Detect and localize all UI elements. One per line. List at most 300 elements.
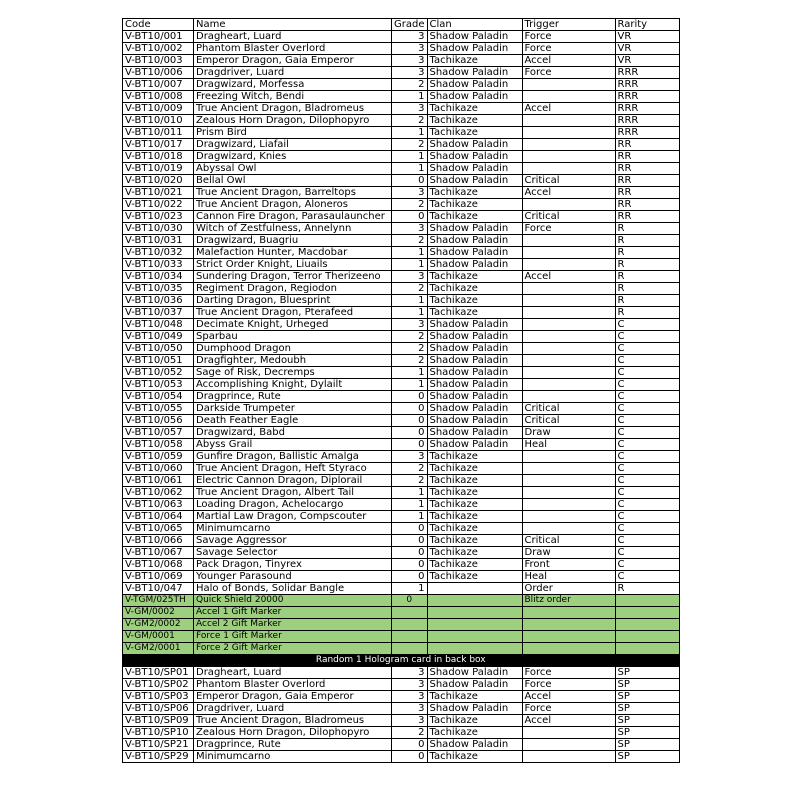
cell-trigger: Blitz order xyxy=(522,595,615,607)
cell-name: Dragdriver, Luard xyxy=(194,703,392,715)
cell-rarity: RR xyxy=(615,187,679,199)
table-row xyxy=(123,211,680,223)
cell-clan: Shadow Paladin xyxy=(427,739,522,751)
cell-code: V-BT10/049 xyxy=(123,331,194,343)
cell-code: V-BT10/069 xyxy=(123,571,194,583)
cell-rarity: C xyxy=(615,511,679,523)
cell-code: V-BT10/067 xyxy=(123,547,194,559)
cell-code: V-BT10/064 xyxy=(123,511,194,523)
table-row xyxy=(123,127,680,139)
cell-name: Sundering Dragon, Terror Therizeeno xyxy=(194,271,392,283)
cell-trigger: Accel xyxy=(522,187,615,199)
table-row xyxy=(123,319,680,331)
cell-clan: Shadow Paladin xyxy=(427,343,522,355)
table-row xyxy=(123,715,680,727)
table-row xyxy=(123,451,680,463)
cell-name: Dragwizard, Knies xyxy=(194,151,392,163)
table-row xyxy=(123,559,680,571)
cell-name: Emperor Dragon, Gaia Emperor xyxy=(194,691,392,703)
cell-clan: Shadow Paladin xyxy=(427,379,522,391)
cell-trigger: Critical xyxy=(522,211,615,223)
cell-trigger: Heal xyxy=(522,571,615,583)
cell-name: Zealous Horn Dragon, Dilophopyro xyxy=(194,727,392,739)
cell-clan: Tachikaze xyxy=(427,451,522,463)
cell-name: Dragprince, Rute xyxy=(194,391,392,403)
cell-name: Savage Selector xyxy=(194,547,392,559)
table-row xyxy=(123,487,680,499)
cell-trigger xyxy=(522,619,615,631)
cell-code: V-BT10/011 xyxy=(123,127,194,139)
cell-grade: 0 xyxy=(392,571,428,583)
cell-name: Sage of Risk, Decremps xyxy=(194,367,392,379)
cell-name: Savage Aggressor xyxy=(194,535,392,547)
cell-rarity: C xyxy=(615,571,679,583)
cell-grade: 1 xyxy=(392,307,428,319)
cell-trigger: Accel xyxy=(522,715,615,727)
cell-code: V-BT10/018 xyxy=(123,151,194,163)
cell-clan: Shadow Paladin xyxy=(427,319,522,331)
cell-name: Sparbau xyxy=(194,331,392,343)
cell-clan: Tachikaze xyxy=(427,127,522,139)
table-row xyxy=(123,235,680,247)
cell-clan: Tachikaze xyxy=(427,547,522,559)
cell-rarity: C xyxy=(615,427,679,439)
cell-rarity: R xyxy=(615,223,679,235)
cell-name: Strict Order Knight, Liuails xyxy=(194,259,392,271)
cell-code: V-BT10/006 xyxy=(123,67,194,79)
cell-trigger xyxy=(522,127,615,139)
cell-clan: Tachikaze xyxy=(427,499,522,511)
cell-name: Darkside Trumpeter xyxy=(194,403,392,415)
cell-trigger xyxy=(522,235,615,247)
cell-clan: Shadow Paladin xyxy=(427,355,522,367)
cell-clan: Tachikaze xyxy=(427,271,522,283)
cell-trigger: Critical xyxy=(522,175,615,187)
header-grade: Grade xyxy=(392,19,428,31)
cell-trigger: Force xyxy=(522,667,615,679)
cell-clan: Shadow Paladin xyxy=(427,439,522,451)
cell-clan: Shadow Paladin xyxy=(427,679,522,691)
cell-code: V-BT10/047 xyxy=(123,583,194,595)
cell-rarity: RR xyxy=(615,163,679,175)
cell-code: V-GM2/0002 xyxy=(123,619,194,631)
cell-trigger xyxy=(522,607,615,619)
cell-trigger: Front xyxy=(522,559,615,571)
cell-rarity: C xyxy=(615,331,679,343)
cell-trigger: Force xyxy=(522,67,615,79)
table-row xyxy=(123,643,680,655)
cell-name: Electric Cannon Dragon, Diplorail xyxy=(194,475,392,487)
cell-grade: 2 xyxy=(392,355,428,367)
cell-clan: Tachikaze xyxy=(427,535,522,547)
table-row xyxy=(123,427,680,439)
cell-grade: 1 xyxy=(392,499,428,511)
cell-clan: Tachikaze xyxy=(427,475,522,487)
cell-name: Death Feather Eagle xyxy=(194,415,392,427)
cell-trigger xyxy=(522,331,615,343)
cell-trigger: Accel xyxy=(522,103,615,115)
cell-code: V-BT10/053 xyxy=(123,379,194,391)
cell-name: Dragprince, Rute xyxy=(194,739,392,751)
table-row xyxy=(123,67,680,79)
cell-name: Dragwizard, Morfessa xyxy=(194,79,392,91)
cell-name: Accomplishing Knight, Dylailt xyxy=(194,379,392,391)
cell-name: Malefaction Hunter, Macdobar xyxy=(194,247,392,259)
cell-code: V-BT10/032 xyxy=(123,247,194,259)
header-row xyxy=(123,19,680,31)
table-row xyxy=(123,739,680,751)
cell-code: V-BT10/055 xyxy=(123,403,194,415)
cell-name: Phantom Blaster Overlord xyxy=(194,43,392,55)
cell-rarity: R xyxy=(615,235,679,247)
cell-rarity: RR xyxy=(615,139,679,151)
table-row xyxy=(123,307,680,319)
cell-clan: Shadow Paladin xyxy=(427,67,522,79)
cell-rarity: RRR xyxy=(615,91,679,103)
cell-name: Gunfire Dragon, Ballistic Amalga xyxy=(194,451,392,463)
cell-rarity xyxy=(615,643,679,655)
cell-trigger: Accel xyxy=(522,691,615,703)
cell-clan: Tachikaze xyxy=(427,523,522,535)
table-row xyxy=(123,151,680,163)
table-row xyxy=(123,547,680,559)
cell-rarity: C xyxy=(615,487,679,499)
cell-rarity: RRR xyxy=(615,115,679,127)
table-row xyxy=(123,583,680,595)
cell-clan: Shadow Paladin xyxy=(427,331,522,343)
cell-code: V-BT10/033 xyxy=(123,259,194,271)
cell-rarity: VR xyxy=(615,55,679,67)
cell-code: V-BT10/036 xyxy=(123,295,194,307)
cell-trigger xyxy=(522,391,615,403)
cell-name: Dragwizard, Babd xyxy=(194,427,392,439)
cell-rarity: R xyxy=(615,259,679,271)
cell-clan: Tachikaze xyxy=(427,751,522,763)
cell-name: Darting Dragon, Bluesprint xyxy=(194,295,392,307)
cell-trigger: Draw xyxy=(522,427,615,439)
cell-rarity: C xyxy=(615,475,679,487)
header-trigger: Trigger xyxy=(522,19,615,31)
cell-rarity: C xyxy=(615,343,679,355)
cell-clan: Shadow Paladin xyxy=(427,151,522,163)
cell-trigger xyxy=(522,643,615,655)
cell-name: Force 2 Gift Marker xyxy=(194,643,392,655)
cell-clan: Tachikaze xyxy=(427,715,522,727)
cell-rarity: R xyxy=(615,583,679,595)
cell-clan: Shadow Paladin xyxy=(427,43,522,55)
cell-rarity: R xyxy=(615,247,679,259)
cell-grade: 2 xyxy=(392,79,428,91)
header-clan: Clan xyxy=(427,19,522,31)
cell-rarity: RR xyxy=(615,211,679,223)
cell-rarity: C xyxy=(615,319,679,331)
cell-rarity: VR xyxy=(615,43,679,55)
cell-rarity: SP xyxy=(615,751,679,763)
cell-clan: Tachikaze xyxy=(427,559,522,571)
cell-clan xyxy=(427,619,522,631)
cell-grade: 0 xyxy=(392,751,428,763)
cell-code: V-BT10/061 xyxy=(123,475,194,487)
cell-clan: Tachikaze xyxy=(427,283,522,295)
table-row xyxy=(123,103,680,115)
cell-rarity: RR xyxy=(615,175,679,187)
cell-trigger xyxy=(522,259,615,271)
table-row xyxy=(123,163,680,175)
cell-code: V-BT10/SP29 xyxy=(123,751,194,763)
cell-rarity: C xyxy=(615,367,679,379)
table-row xyxy=(123,379,680,391)
cell-grade: 1 xyxy=(392,91,428,103)
table-row xyxy=(123,187,680,199)
cell-grade: 3 xyxy=(392,691,428,703)
cell-clan: Tachikaze xyxy=(427,295,522,307)
cell-trigger: Critical xyxy=(522,415,615,427)
table-row xyxy=(123,571,680,583)
cell-clan: Shadow Paladin xyxy=(427,223,522,235)
table-row xyxy=(123,31,680,43)
cell-clan xyxy=(427,595,522,607)
table-row xyxy=(123,391,680,403)
cell-grade: 0 xyxy=(392,391,428,403)
cell-rarity: C xyxy=(615,403,679,415)
cell-clan: Shadow Paladin xyxy=(427,391,522,403)
cell-rarity xyxy=(615,631,679,643)
cell-code: V-BT10/SP09 xyxy=(123,715,194,727)
cell-clan xyxy=(427,607,522,619)
cell-code: V-BT10/068 xyxy=(123,559,194,571)
cell-rarity: C xyxy=(615,355,679,367)
cell-trigger: Force xyxy=(522,703,615,715)
cell-grade: 0 xyxy=(392,427,428,439)
cell-grade: 2 xyxy=(392,115,428,127)
cell-clan: Shadow Paladin xyxy=(427,703,522,715)
cell-code: V-BT10/048 xyxy=(123,319,194,331)
header-name: Name xyxy=(194,19,392,31)
cell-clan xyxy=(427,631,522,643)
cell-grade: 0 xyxy=(392,403,428,415)
cell-name: Cannon Fire Dragon, Parasaulauncher xyxy=(194,211,392,223)
cell-clan: Shadow Paladin xyxy=(427,259,522,271)
cell-name: Phantom Blaster Overlord xyxy=(194,679,392,691)
cell-rarity: C xyxy=(615,547,679,559)
table-row xyxy=(123,703,680,715)
cell-grade: 2 xyxy=(392,331,428,343)
cell-trigger xyxy=(522,355,615,367)
cell-name: Minimumcarno xyxy=(194,751,392,763)
cell-name: Accel 1 Gift Marker xyxy=(194,607,392,619)
cell-trigger: Force xyxy=(522,43,615,55)
banner-row xyxy=(123,655,680,667)
cell-trigger xyxy=(522,475,615,487)
cell-rarity: R xyxy=(615,295,679,307)
cell-name: True Ancient Dragon, Pterafeed xyxy=(194,307,392,319)
cell-code: V-BT10/034 xyxy=(123,271,194,283)
cell-trigger xyxy=(522,295,615,307)
table-row xyxy=(123,631,680,643)
cell-trigger xyxy=(522,91,615,103)
cell-clan: Tachikaze xyxy=(427,691,522,703)
cell-clan xyxy=(427,643,522,655)
cell-code: V-BT10/008 xyxy=(123,91,194,103)
cell-name: True Ancient Dragon, Barreltops xyxy=(194,187,392,199)
hologram-banner: Random 1 Hologram card in back box xyxy=(123,655,680,667)
cell-trigger xyxy=(522,727,615,739)
cell-grade: 3 xyxy=(392,679,428,691)
cell-grade: 1 xyxy=(392,487,428,499)
cell-code: V-BT10/SP01 xyxy=(123,667,194,679)
card-list-table xyxy=(122,18,680,763)
cell-grade: 1 xyxy=(392,295,428,307)
cell-grade: 3 xyxy=(392,103,428,115)
cell-code: V-BT10/017 xyxy=(123,139,194,151)
cell-clan: Shadow Paladin xyxy=(427,427,522,439)
cell-grade xyxy=(392,631,428,643)
cell-grade: 1 xyxy=(392,583,428,595)
cell-code: V-BT10/059 xyxy=(123,451,194,463)
cell-code: V-BT10/060 xyxy=(123,463,194,475)
cell-rarity: RRR xyxy=(615,67,679,79)
table-row xyxy=(123,271,680,283)
cell-grade: 3 xyxy=(392,319,428,331)
cell-name: Dumphood Dragon xyxy=(194,343,392,355)
cell-rarity: C xyxy=(615,535,679,547)
cell-trigger xyxy=(522,343,615,355)
cell-name: Dragwizard, Liafail xyxy=(194,139,392,151)
cell-grade: 3 xyxy=(392,667,428,679)
cell-grade: 3 xyxy=(392,55,428,67)
cell-trigger xyxy=(522,115,615,127)
cell-trigger: Accel xyxy=(522,271,615,283)
cell-name: Quick Shield 20000 xyxy=(194,595,392,607)
cell-code: V-BT10/052 xyxy=(123,367,194,379)
cell-clan: Shadow Paladin xyxy=(427,403,522,415)
cell-trigger xyxy=(522,319,615,331)
cell-clan: Tachikaze xyxy=(427,55,522,67)
cell-trigger xyxy=(522,79,615,91)
table-row xyxy=(123,355,680,367)
cell-grade: 0 xyxy=(392,535,428,547)
cell-rarity: C xyxy=(615,391,679,403)
table-row xyxy=(123,331,680,343)
header-rarity: Rarity xyxy=(615,19,679,31)
cell-code: V-BT10/001 xyxy=(123,31,194,43)
cell-trigger xyxy=(522,739,615,751)
cell-code: V-BT10/SP03 xyxy=(123,691,194,703)
cell-clan: Tachikaze xyxy=(427,199,522,211)
cell-name: Martial Law Dragon, Compscouter xyxy=(194,511,392,523)
cell-code: V-BT10/054 xyxy=(123,391,194,403)
cell-trigger xyxy=(522,751,615,763)
table-row xyxy=(123,247,680,259)
cell-code: V-BT10/020 xyxy=(123,175,194,187)
cell-name: Force 1 Gift Marker xyxy=(194,631,392,643)
cell-trigger xyxy=(522,247,615,259)
cell-grade: 3 xyxy=(392,43,428,55)
cell-code: V-BT10/SP21 xyxy=(123,739,194,751)
cell-name: Freezing Witch, Bendi xyxy=(194,91,392,103)
cell-grade: 1 xyxy=(392,247,428,259)
table-row xyxy=(123,295,680,307)
table-row xyxy=(123,223,680,235)
cell-rarity: SP xyxy=(615,667,679,679)
cell-rarity: SP xyxy=(615,739,679,751)
cell-code: V-BT10/037 xyxy=(123,307,194,319)
cell-name: Bellal Owl xyxy=(194,175,392,187)
cell-grade: 3 xyxy=(392,67,428,79)
cell-grade: 1 xyxy=(392,511,428,523)
cell-code: V-BT10/SP06 xyxy=(123,703,194,715)
cell-clan: Shadow Paladin xyxy=(427,163,522,175)
cell-trigger: Accel xyxy=(522,55,615,67)
cell-name: Zealous Horn Dragon, Dilophopyro xyxy=(194,115,392,127)
cell-trigger xyxy=(522,499,615,511)
cell-grade: 0 xyxy=(392,595,428,607)
cell-name: Accel 2 Gift Marker xyxy=(194,619,392,631)
cell-code: V-GM2/0001 xyxy=(123,643,194,655)
cell-grade: 3 xyxy=(392,187,428,199)
table-row xyxy=(123,499,680,511)
cell-rarity: C xyxy=(615,415,679,427)
cell-name: True Ancient Dragon, Heft Styraco xyxy=(194,463,392,475)
cell-grade: 0 xyxy=(392,175,428,187)
cell-rarity: SP xyxy=(615,727,679,739)
table-row xyxy=(123,595,680,607)
cell-rarity: SP xyxy=(615,691,679,703)
table-row xyxy=(123,679,680,691)
table-row xyxy=(123,523,680,535)
cell-trigger xyxy=(522,487,615,499)
cell-code: V-BT10/021 xyxy=(123,187,194,199)
cell-code: V-BT10/003 xyxy=(123,55,194,67)
cell-grade: 0 xyxy=(392,211,428,223)
cell-clan: Shadow Paladin xyxy=(427,367,522,379)
cell-clan: Shadow Paladin xyxy=(427,79,522,91)
cell-rarity: R xyxy=(615,271,679,283)
cell-code: V-BT10/050 xyxy=(123,343,194,355)
cell-clan: Shadow Paladin xyxy=(427,31,522,43)
cell-trigger: Order xyxy=(522,583,615,595)
table-row xyxy=(123,667,680,679)
table-row xyxy=(123,751,680,763)
cell-grade: 2 xyxy=(392,235,428,247)
cell-clan: Shadow Paladin xyxy=(427,415,522,427)
cell-rarity: C xyxy=(615,463,679,475)
cell-clan: Tachikaze xyxy=(427,727,522,739)
cell-trigger xyxy=(522,283,615,295)
cell-name: Dragheart, Luard xyxy=(194,667,392,679)
table-row xyxy=(123,343,680,355)
cell-clan: Shadow Paladin xyxy=(427,91,522,103)
cell-rarity: C xyxy=(615,499,679,511)
cell-clan: Shadow Paladin xyxy=(427,175,522,187)
cell-grade: 0 xyxy=(392,739,428,751)
cell-name: True Ancient Dragon, Bladromeus xyxy=(194,103,392,115)
table-row xyxy=(123,283,680,295)
cell-grade: 2 xyxy=(392,139,428,151)
cell-trigger: Force xyxy=(522,31,615,43)
table-row xyxy=(123,199,680,211)
cell-name: Abyssal Owl xyxy=(194,163,392,175)
table-row xyxy=(123,535,680,547)
cell-clan: Shadow Paladin xyxy=(427,235,522,247)
cell-grade: 1 xyxy=(392,163,428,175)
table-row xyxy=(123,607,680,619)
table-row xyxy=(123,367,680,379)
cell-grade: 2 xyxy=(392,463,428,475)
cell-name: Dragdriver, Luard xyxy=(194,67,392,79)
cell-rarity xyxy=(615,619,679,631)
cell-code: V-BT10/035 xyxy=(123,283,194,295)
